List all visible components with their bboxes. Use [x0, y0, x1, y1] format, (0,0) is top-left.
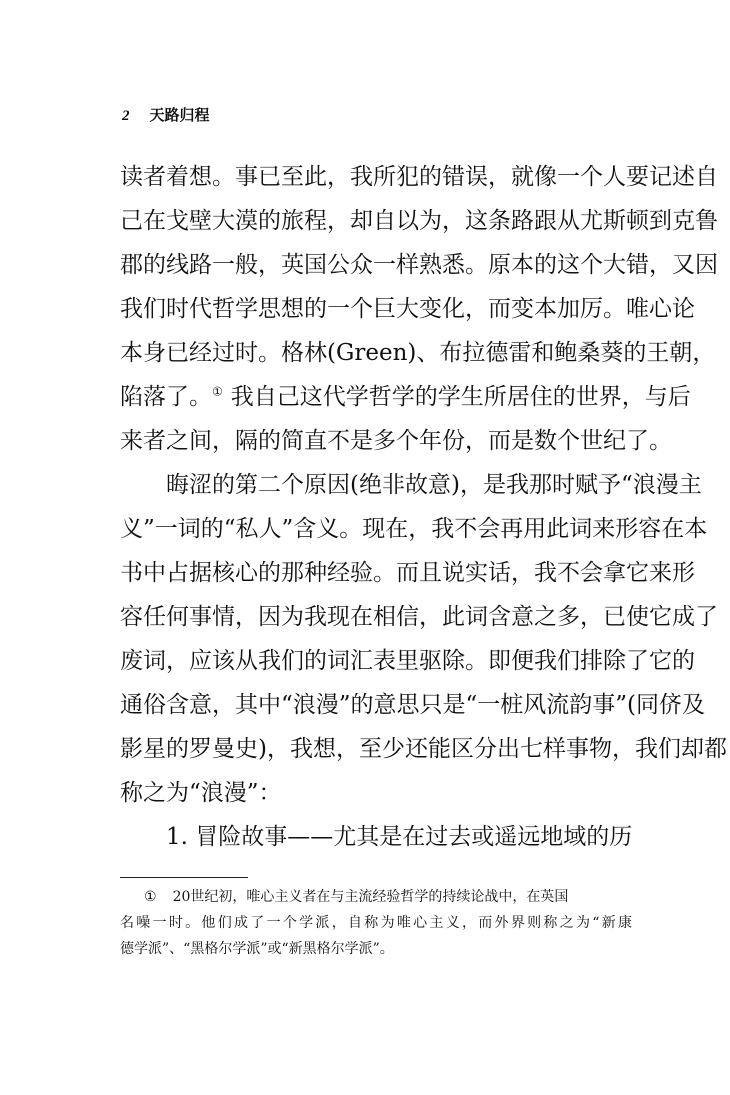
text-line: 称之为“浪漫”： — [120, 780, 282, 806]
text-line: 容任何事情，因为我现在相信，此词含意之多，已使它成了 — [120, 604, 718, 630]
text-line: 读者着想。事已至此，我所犯的错误，就像一个人要记述自 — [120, 164, 718, 190]
text-line: 废词，应该从我们的词汇表里驱除。即便我们排除了它的 — [120, 648, 695, 674]
footnote-text: 20世纪初，唯心主义者在与主流经验哲学的持续论战中，在英国 — [172, 889, 569, 905]
text-line: 影星的罗曼史)，我想，至少还能区分出七样事物，我们却都 — [120, 736, 727, 762]
text-line: 书中占据核心的那种经验。而且说实话，我不会拿它来形 — [120, 560, 695, 586]
list-item: 1. 冒险故事——尤其是在过去或遥远地域的历 — [166, 824, 633, 850]
footnote-line — [120, 884, 632, 910]
footnote-marker: ① — [144, 889, 157, 905]
footnote-line: 名噪一时。他们成了一个学派，自称为唯心主义，而外界则称之为“新康 — [120, 915, 632, 931]
text-line: 义”一词的“私人”含义。现在，我不会再用此词来形容在本 — [120, 516, 708, 542]
text-line — [120, 375, 691, 419]
footnote-line: 德学派”、“黑格尔学派”或“新黑格尔学派”。 — [120, 941, 394, 957]
footnote-reference[interactable]: ① — [212, 384, 223, 399]
footnote-divider — [120, 877, 248, 878]
running-title: 天路归程 — [149, 106, 210, 124]
body-text — [120, 155, 727, 859]
footnote — [120, 884, 632, 962]
text-segment: 陷落了。 — [120, 384, 212, 410]
text-line: 我们时代哲学思想的一个巨大变化，而变本加厉。唯心论 — [120, 296, 695, 322]
paragraph-first-line: 晦涩的第二个原因(绝非故意)，是我那时赋予“浪漫主 — [166, 472, 702, 498]
text-segment: 我自己这代学哲学的学生所居住的世界，与后 — [230, 384, 691, 410]
text-line: 郡的线路一般，英国公众一样熟悉。原本的这个大错，又因 — [120, 252, 718, 278]
text-line: 己在戈壁大漠的旅程，却自以为，这条路跟从尤斯顿到克鲁 — [120, 208, 718, 234]
running-header — [122, 104, 210, 128]
page-number: 2 — [122, 108, 130, 124]
text-line: 来者之间，隔的简直不是多个年份，而是数个世纪了。 — [120, 428, 672, 454]
text-line: 通俗含意，其中“浪漫”的意思只是“一桩风流韵事”(同侪及 — [120, 692, 706, 718]
text-line: 本身已经过时。格林(Green)、布拉德雷和鲍桑葵的王朝， — [120, 340, 716, 366]
